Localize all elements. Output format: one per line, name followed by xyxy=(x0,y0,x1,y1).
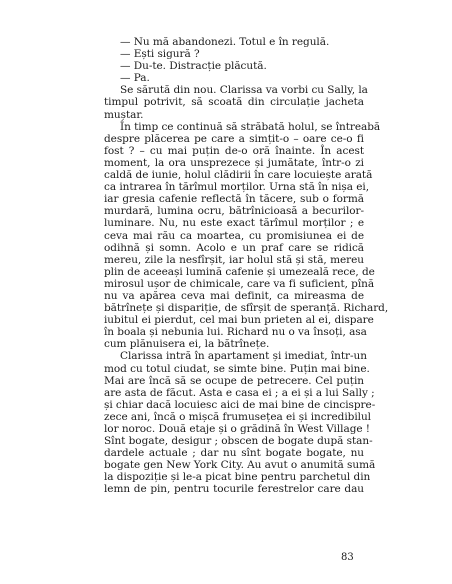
text-line: murdară, lumina ocru, bătrînicioasă a becurilor- xyxy=(104,205,364,218)
text-line: mereu, zile la nesfîrșit, iar holul stă și stă, mereu xyxy=(104,253,364,266)
text-line: și chiar dacă locuiesc aici de mai bine de cincispre- xyxy=(104,398,376,411)
text-line: la dispoziție și le-a picat bine pentru parchetul din xyxy=(104,471,371,484)
text-line: ca intrarea în tărîmul morților. Urna stă în nișa ei, xyxy=(104,181,370,194)
text-line: mod cu totul ciudat, se simte bine. Puțin mai bine. xyxy=(104,362,370,375)
text-line: muștar. xyxy=(104,108,144,121)
text-line: iubitul ei pierdut, cel mai bun prieten al ei, dispare xyxy=(104,314,374,327)
text-line: În timp ce continuă să străbată holul, se întreabă xyxy=(120,120,381,133)
text-line: despre plăcerea pe care a simțit-o – oare ce-o fi xyxy=(104,132,364,145)
text-line: lor noroc. Două etaje și o grădină în West Village ! xyxy=(104,423,370,435)
text-line: zece ani, încă o mișcă frumusețea ei și incredibilul xyxy=(104,410,371,423)
text-line: are asta de făcut. Asta e casa ei ; a ei și a lui Sally ; xyxy=(104,386,375,399)
text-line: bogate gen New York City. Au avut o anumită sumă xyxy=(104,459,376,472)
text-line: ceva mai rău ca moartea, cu promisiunea ei de xyxy=(104,229,364,242)
text-line: în boala și nebunia lui. Richard nu o va însoți, asa xyxy=(104,326,367,339)
page-number: 83 xyxy=(341,552,354,563)
text-line: Mai are încă să se ocupe de petrecere. Cel puțin xyxy=(104,374,364,387)
text-line: timpul potrivit, să scoată din circulație jacheta xyxy=(104,96,364,109)
text-line: — Ești sigură ? xyxy=(120,48,200,61)
text-line: caldă de iunie, holul clădirii în care locuiește arată xyxy=(104,169,373,182)
text-line: Se sărută din nou. Clarissa va vorbi cu Sally, la xyxy=(120,84,368,97)
text-line: fost ? – cu mai puțin de-o oră înainte. În acest xyxy=(104,144,364,157)
text-line: mirosul ușor de chimicale, care va fi suficient, pînă xyxy=(104,277,375,290)
text-line: Clarissa intră în apartament și imediat, într-un xyxy=(120,350,367,363)
text-line: lemn de pin, pentru tocurile ferestrelor care dau xyxy=(104,483,364,496)
book-page-text xyxy=(104,36,389,496)
text-line: Sînt bogate, desigur ; obscen de bogate după stan- xyxy=(104,435,373,448)
text-line: nu va apărea ceva mai definit, ca mireasma de xyxy=(104,289,364,302)
text-line: moment, la ora unsprezece și jumătate, într-o zi xyxy=(104,156,364,169)
text-line: odihnă și somn. Acolo e un praf care se ridică xyxy=(104,241,364,254)
text-line: plin de aceeași lumină cafenie și umezeală rece, de xyxy=(104,265,375,278)
text-line: dardele actuale ; dar nu sînt bogate bogate, nu xyxy=(104,447,364,460)
text-line: bătrînețe și dispariție, de sfîrșit de speranță. Richard, xyxy=(104,302,389,315)
text-line: — Du-te. Distracție plăcută. xyxy=(120,60,267,73)
text-line: — Pa. xyxy=(120,72,150,85)
text-line: cum plănuisera ei, la bătrînețe. xyxy=(104,338,270,351)
text-line: iar gresia cafenie reflectă în tăcere, sub o formă xyxy=(104,193,364,206)
text-line: luminare. Nu, nu este exact tărîmul morților ; e xyxy=(104,217,364,230)
text-line: — Nu mă abandonezi. Totul e în regulă. xyxy=(120,36,330,48)
